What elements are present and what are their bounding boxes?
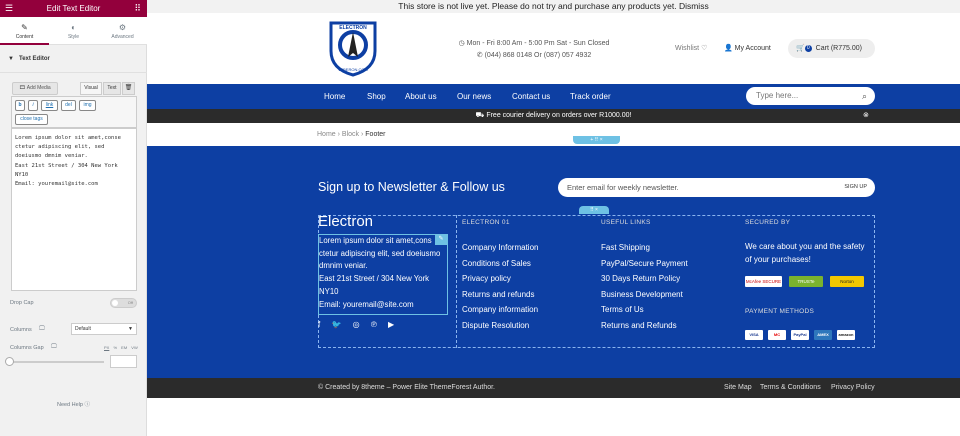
footer-col3-heading: USEFUL LINKS <box>601 219 651 226</box>
instagram-icon[interactable]: ◎ <box>352 320 360 329</box>
widget-line: East 21st Street / 304 New York <box>319 274 430 284</box>
social-icons <box>318 320 394 329</box>
svg-text:ELECTRON: ELECTRON <box>339 25 367 31</box>
pinterest-icon[interactable]: ℗ <box>370 320 377 329</box>
desktop-monitor-icon[interactable]: 🖵 <box>39 326 45 332</box>
columns-gap-slider-track[interactable] <box>8 361 104 363</box>
footer-link[interactable]: Business Development <box>601 290 683 299</box>
breadcrumb: Home › Block › Footer <box>317 131 386 138</box>
trash-icon[interactable]: 🗑 <box>122 82 135 95</box>
help-circle-icon: ⓘ <box>84 402 91 408</box>
wishlist-label: Wishlist <box>675 45 700 52</box>
columns-gap-input[interactable] <box>110 355 137 368</box>
site-preview <box>147 0 960 436</box>
footer-col2-heading: ELECTRON 01 <box>462 219 510 226</box>
truck-icon: ⛟ <box>475 112 485 119</box>
footer-link[interactable]: Privacy policy <box>462 274 511 283</box>
footer-link[interactable]: Fast Shipping <box>601 243 650 252</box>
store-notice: This store is not live yet. Please do not try and purchase any products yet. Dismiss <box>147 0 960 13</box>
store-info <box>458 38 610 62</box>
img-button[interactable]: img <box>79 100 96 111</box>
cart-button[interactable] <box>788 39 875 58</box>
promo-text: Free courier delivery on orders over R1000.00! <box>486 112 632 119</box>
media-icon: 🎞 <box>19 85 26 91</box>
facebook-icon[interactable]: f <box>318 320 321 329</box>
newsletter-heading: Sign up to Newsletter & Follow us <box>318 180 505 194</box>
page-bottom <box>147 398 960 436</box>
youtube-icon[interactable]: ▶ <box>388 320 395 329</box>
tab-style-label: Style <box>67 34 80 40</box>
amex-icon: AMEX <box>814 330 832 340</box>
tab-advanced-label: Advanced <box>111 34 134 40</box>
columns-gap-slider-handle[interactable] <box>5 357 14 366</box>
drop-cap-toggle[interactable] <box>110 298 137 308</box>
user-icon: 👤 <box>724 45 733 52</box>
italic-button[interactable]: i <box>28 100 38 111</box>
widget-line: dmnim veniar. <box>319 261 368 271</box>
search-icon[interactable]: ⌕ <box>861 91 867 101</box>
newsletter-placeholder: Enter email for weekly newsletter. <box>567 183 679 192</box>
wishlist-link[interactable] <box>675 44 707 52</box>
crumb-home[interactable]: Home <box>317 131 336 138</box>
visa-icon: VISA <box>745 330 763 340</box>
hours-row <box>458 38 610 50</box>
footer-link[interactable]: Conditions of Sales <box>462 259 531 268</box>
bold-button[interactable]: b <box>15 100 25 111</box>
footer-link-terms[interactable]: Terms & Conditions <box>760 384 821 391</box>
widget-line: NY10 <box>319 286 339 296</box>
hours-text: Mon - Fri 8:00 Am - 5:00 Pm Sat - Sun Closed <box>466 40 610 47</box>
promo-bar <box>147 109 960 123</box>
section-title: Text Editor <box>19 56 50 62</box>
account-link[interactable] <box>724 44 771 52</box>
amazon-icon: amazon <box>837 330 855 340</box>
footer-link[interactable]: Company information <box>462 305 539 314</box>
newsletter-email-input[interactable] <box>558 178 875 197</box>
close-tags-button[interactable]: close tags <box>15 114 48 125</box>
footer-logo-text: Electron <box>318 213 374 230</box>
tab-visual[interactable]: Visual <box>80 82 102 95</box>
cart-icon: 🛒 <box>796 45 805 52</box>
widgets-grid-icon[interactable]: ⠿ <box>134 3 141 13</box>
crumb-current: Footer <box>365 131 386 138</box>
heart-icon: ♡ <box>701 45 708 52</box>
section-toggle-text-editor[interactable] <box>0 45 147 73</box>
edit-widget-pencil-icon[interactable]: ✎ <box>435 234 447 245</box>
pencil-icon: ✎ <box>21 23 28 32</box>
search-input[interactable] <box>746 87 875 105</box>
footer-link-privacy[interactable]: Privacy Policy <box>831 384 875 391</box>
secured-description: We care about you and the safety of your purchases! <box>745 242 865 264</box>
toggle-knob <box>112 300 118 306</box>
widget-line: ctetur adipiscing elit, sed doeiusmo <box>319 248 441 258</box>
mastercard-icon: MC <box>768 330 786 340</box>
section-handle[interactable]: + ⠿ × <box>573 136 620 144</box>
payment-heading: PAYMENT METHODS <box>745 308 815 315</box>
tab-text[interactable]: Text <box>103 82 121 95</box>
columns-select[interactable] <box>71 323 137 335</box>
footer-link-sitemap[interactable]: Site Map <box>724 384 752 391</box>
account-label: My Account <box>734 45 771 52</box>
search-placeholder: Type here... <box>756 91 799 100</box>
site-logo[interactable] <box>325 17 381 77</box>
caret-down-icon: ▼ <box>8 56 14 62</box>
widget-line: Email: youremail@site.com <box>319 299 414 309</box>
unit-em[interactable]: EM <box>121 345 128 350</box>
widget-line: Lorem ipsum dolor sit amet,cons <box>319 236 432 245</box>
footer-link[interactable]: 30 Days Return Policy <box>601 274 681 283</box>
nav-news[interactable]: Our news <box>457 92 492 101</box>
tab-content-label: Content <box>15 34 34 40</box>
unit-vw[interactable]: VW <box>131 345 138 350</box>
columns-label: Columns <box>10 327 32 333</box>
nav-track-order[interactable]: Track order <box>570 92 611 101</box>
footer-link[interactable]: Terms of Us <box>601 305 644 314</box>
hamburger-menu-icon[interactable]: ☰ <box>5 3 14 13</box>
quicktags-toolbar <box>11 96 137 128</box>
chevron-down-icon: ▼ <box>128 326 133 332</box>
columns-value: Default <box>75 326 91 332</box>
footer-col4-heading: SECURED BY <box>745 219 791 226</box>
editor-tabs <box>0 17 147 45</box>
copyright-text: © Created by 8theme – Power Elite ThemeForest Author. <box>318 384 496 391</box>
unit-switcher <box>104 345 138 350</box>
phone-text: (044) 868 0148 Or (087) 057 4932 <box>484 52 592 59</box>
norton-badge: Norton <box>830 276 864 287</box>
footer-link[interactable]: PayPal/Secure Payment <box>601 259 688 268</box>
drop-cap-label: Drop Cap <box>10 300 34 306</box>
cart-count-badge: 0 <box>805 45 812 52</box>
unit-percent[interactable]: % <box>113 345 118 350</box>
mcafee-badge: McAfee SECURE <box>745 276 782 287</box>
desktop-monitor-icon[interactable]: 🖵 <box>51 344 57 350</box>
paypal-icon: PayPal <box>791 330 809 340</box>
crumb-block[interactable]: Block <box>341 131 360 138</box>
text-editor-widget[interactable] <box>318 234 448 315</box>
add-media-label: Add Media <box>26 85 51 91</box>
editor-title: Edit Text Editor <box>46 4 101 13</box>
need-help-label: Need Help <box>56 402 83 408</box>
footer-link[interactable]: Company Information <box>462 243 539 252</box>
tab-advanced[interactable] <box>98 17 147 45</box>
sign-up-button[interactable]: SIGN UP <box>844 184 867 190</box>
nav-home[interactable]: Home <box>324 92 346 101</box>
unit-px[interactable]: PX <box>104 345 110 350</box>
nav-shop[interactable]: Shop <box>367 92 386 101</box>
phone-row <box>458 50 610 62</box>
cart-label: Cart (R775.00) <box>815 45 862 52</box>
clock-icon: ◷ <box>458 40 465 47</box>
tab-style[interactable] <box>49 17 98 45</box>
add-media-button[interactable] <box>12 82 58 95</box>
toggle-state: Off <box>127 300 133 305</box>
del-button[interactable]: del <box>61 100 76 111</box>
content-textarea[interactable]: Lorem ipsum dolor sit amet,conse ctetur adipiscing elit, sed doeiusmo dmnim veniar. East 21st Street / 304 New York NY10 Email: youremail@site.com <box>11 128 137 291</box>
svg-text:WIBERON.COM: WIBERON.COM <box>338 67 368 72</box>
nav-about[interactable]: About us <box>405 92 437 101</box>
footer-link[interactable]: Dispute Resolution <box>462 321 530 330</box>
column-handle[interactable]: ⠿ × <box>579 206 609 214</box>
editor-header <box>0 0 147 17</box>
half-circle-icon: ◐ <box>71 23 76 32</box>
close-icon[interactable]: ⊗ <box>863 112 869 119</box>
link-button[interactable]: link <box>41 100 58 111</box>
footer-link[interactable]: Returns and refunds <box>462 290 535 299</box>
need-help-link[interactable] <box>0 400 147 408</box>
truste-badge: TRUSTe <box>789 276 823 287</box>
columns-gap-label: Columns Gap <box>10 345 44 351</box>
tab-content[interactable] <box>0 17 49 45</box>
nav-contact[interactable]: Contact us <box>512 92 551 101</box>
twitter-icon[interactable]: 🐦 <box>331 320 342 329</box>
footer-link[interactable]: Returns and Refunds <box>601 321 677 330</box>
gear-icon: ⚙ <box>118 23 127 32</box>
phone-icon: ✆ <box>476 52 483 59</box>
